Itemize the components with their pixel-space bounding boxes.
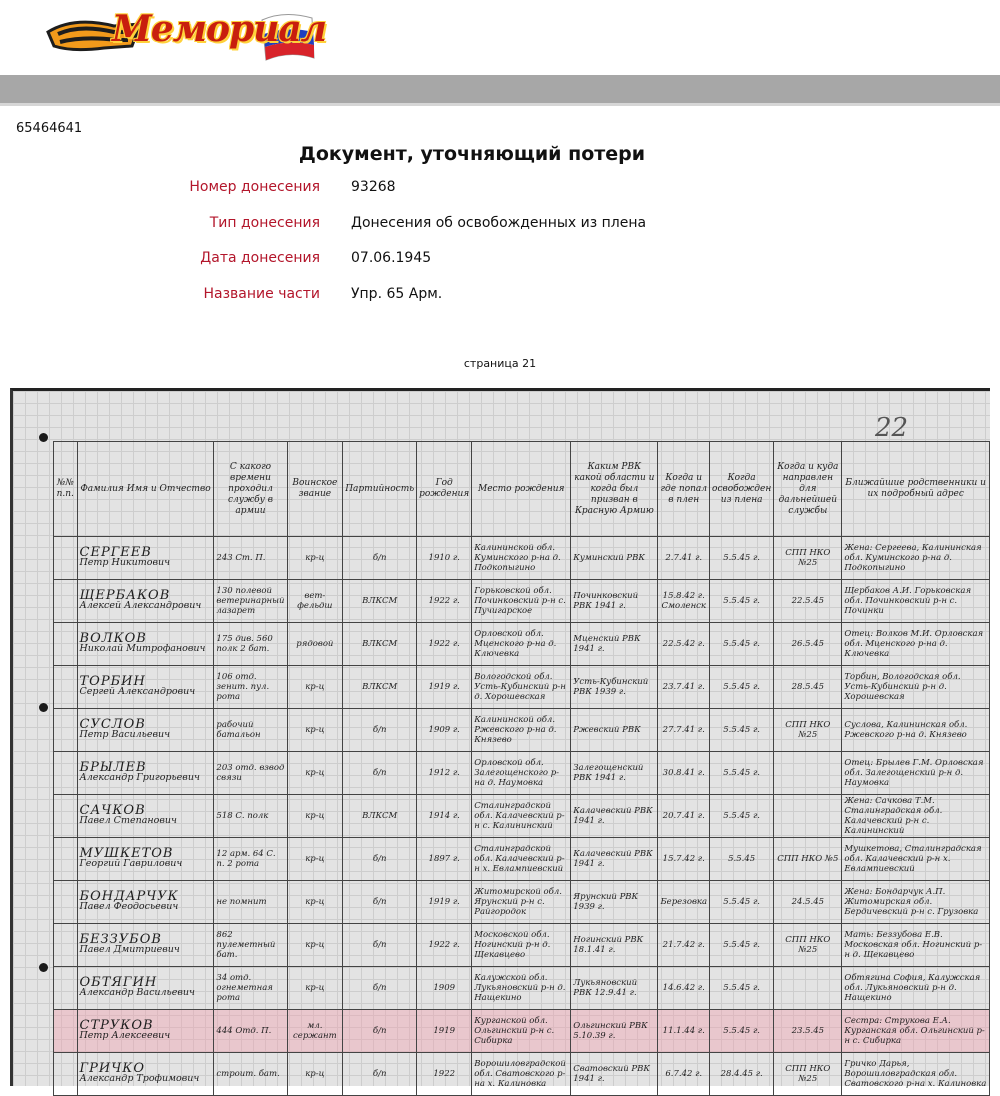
cell-capture-date: 23.7.41 г. bbox=[658, 666, 710, 709]
cell-party-membership: ВЛКСМ bbox=[343, 795, 417, 838]
table-row bbox=[54, 881, 990, 924]
col-header: Ближайшие родственники и их подробный адрес bbox=[842, 442, 990, 537]
cell-row-number bbox=[54, 838, 78, 881]
cell-row-number bbox=[54, 1053, 78, 1096]
cell-party-membership: б/п bbox=[343, 709, 417, 752]
cell-birthplace: Орловской обл. Залегощенского р-на д. Наумовка bbox=[472, 752, 571, 795]
cell-assignment bbox=[774, 795, 842, 838]
cell-full-name bbox=[77, 838, 214, 881]
cell-military-rank: кр-ц bbox=[287, 666, 343, 709]
given-name: Георгий Гаврилович bbox=[79, 858, 183, 869]
cell-row-number bbox=[54, 924, 78, 967]
surname: ЩЕРБАКОВ bbox=[79, 588, 171, 603]
cell-birthplace: Ворошиловградской обл. Сватовского р-на х. Калиновка bbox=[472, 1053, 571, 1096]
table-row bbox=[54, 709, 990, 752]
cell-military-rank: вет-фельдш bbox=[287, 580, 343, 623]
cell-release-date: 5.5.45 г. bbox=[710, 924, 774, 967]
cell-party-membership: ВЛКСМ bbox=[343, 580, 417, 623]
surname: ОБТЯГИН bbox=[79, 975, 158, 990]
cell-relatives: Отец: Волков М.И. Орловская обл. Мценского р-на д. Ключевка bbox=[842, 623, 990, 666]
cell-service-unit: 12 арм. 64 С. п. 2 рота bbox=[214, 838, 287, 881]
cell-full-name bbox=[77, 967, 214, 1010]
cell-military-rank: кр-ц bbox=[287, 752, 343, 795]
cell-party-membership: б/п bbox=[343, 881, 417, 924]
cell-party-membership: б/п bbox=[343, 967, 417, 1010]
cell-birthplace: Калининской обл. Ржевского р-на д. Князево bbox=[472, 709, 571, 752]
col-header: Каким РВК какой области и когда был призван в Красную Армию bbox=[571, 442, 658, 537]
cell-birth-year: 1912 г. bbox=[417, 752, 472, 795]
ledger-table bbox=[53, 441, 990, 1096]
cell-birthplace: Калининской обл. Куминского р-на д. Подкопыгино bbox=[472, 537, 571, 580]
cell-relatives: Мушкетова, Сталинградская обл. Калачевский р-н х. Евлампиевский bbox=[842, 838, 990, 881]
cell-release-date: 5.5.45 г. bbox=[710, 709, 774, 752]
cell-military-rank: кр-ц bbox=[287, 1053, 343, 1096]
cell-party-membership: ВЛКСМ bbox=[343, 623, 417, 666]
cell-birth-year: 1919 г. bbox=[417, 881, 472, 924]
col-header: №№ п.п. bbox=[54, 442, 78, 537]
cell-birth-year: 1922 г. bbox=[417, 580, 472, 623]
cell-birth-year: 1922 bbox=[417, 1053, 472, 1096]
cell-full-name bbox=[77, 537, 214, 580]
given-name: Алексей Александрович bbox=[79, 600, 202, 611]
cell-service-unit: 130 полевой ветеринарный лазарет bbox=[214, 580, 287, 623]
cell-row-number bbox=[54, 795, 78, 838]
cell-assignment: СПП НКО №25 bbox=[774, 537, 842, 580]
cell-capture-date: 20.7.41 г. bbox=[658, 795, 710, 838]
cell-service-unit: 862 пулеметный бат. bbox=[214, 924, 287, 967]
col-header: Когда и куда направлен для дальнейшей службы bbox=[774, 442, 842, 537]
cell-row-number bbox=[54, 580, 78, 623]
col-header: Когда освобожден из плена bbox=[710, 442, 774, 537]
given-name: Павел Феодосьевич bbox=[79, 901, 179, 912]
cell-draft-office: Мценский РВК 1941 г. bbox=[571, 623, 658, 666]
document-id: 65464641 bbox=[16, 121, 83, 136]
given-name: Петр Алексеевич bbox=[79, 1030, 171, 1041]
cell-assignment: 28.5.45 bbox=[774, 666, 842, 709]
page-title: Документ, уточняющий потери bbox=[298, 143, 646, 165]
punch-hole bbox=[39, 703, 48, 712]
document-scan-image[interactable] bbox=[10, 388, 990, 1089]
given-name: Павел Степанович bbox=[79, 815, 177, 826]
unit-name-value: Упр. 65 Арм. bbox=[351, 286, 443, 302]
cell-birthplace: Орловской обл. Мценского р-на д. Ключевка bbox=[472, 623, 571, 666]
cell-birth-year: 1914 г. bbox=[417, 795, 472, 838]
cell-capture-date: 15.7.42 г. bbox=[658, 838, 710, 881]
cell-relatives: Гричко Дарья, Ворошиловградская обл. Сватовского р-на х. Калиновка bbox=[842, 1053, 990, 1096]
cell-full-name bbox=[77, 752, 214, 795]
table-row bbox=[54, 537, 990, 580]
site-header bbox=[0, 0, 1000, 75]
table-row bbox=[54, 967, 990, 1010]
cell-full-name bbox=[77, 709, 214, 752]
cell-release-date: 5.5.45 г. bbox=[710, 623, 774, 666]
cell-full-name bbox=[77, 1010, 214, 1053]
surname: ВОЛКОВ bbox=[79, 631, 147, 646]
surname: МУШКЕТОВ bbox=[79, 846, 174, 861]
given-name: Петр Васильевич bbox=[79, 729, 171, 740]
report-type-label: Тип донесения bbox=[209, 215, 320, 231]
table-row bbox=[54, 795, 990, 838]
cell-service-unit: 106 отд. зенит. пул. рота bbox=[214, 666, 287, 709]
cell-assignment: СПП НКО №25 bbox=[774, 709, 842, 752]
nav-bar bbox=[0, 75, 1000, 103]
cell-assignment: 23.5.45 bbox=[774, 1010, 842, 1053]
cell-assignment: СПП НКО №25 bbox=[774, 1053, 842, 1096]
cell-military-rank: кр-ц bbox=[287, 924, 343, 967]
table-row bbox=[54, 1053, 990, 1096]
cell-release-date: 5.5.45 г. bbox=[710, 580, 774, 623]
cell-release-date: 5.5.45 г. bbox=[710, 752, 774, 795]
cell-row-number bbox=[54, 537, 78, 580]
cell-assignment: 22.5.45 bbox=[774, 580, 842, 623]
cell-military-rank: рядовой bbox=[287, 623, 343, 666]
cell-party-membership: б/п bbox=[343, 537, 417, 580]
given-name: Николай Митрофанович bbox=[79, 643, 206, 654]
cell-party-membership: б/п bbox=[343, 1053, 417, 1096]
cell-birthplace: Калужской обл. Лукьяновский р-н д. Нащекино bbox=[472, 967, 571, 1010]
report-number-label: Номер донесения bbox=[189, 179, 320, 195]
given-name: Петр Никитович bbox=[79, 557, 171, 568]
cell-relatives: Мать: Беззубова Е.В. Московская обл. Ногинский р-н д. Щекавцево bbox=[842, 924, 990, 967]
col-header: Фамилия Имя и Отчество bbox=[77, 442, 214, 537]
cell-draft-office: Починковский РВК 1941 г. bbox=[571, 580, 658, 623]
cell-relatives: Сестра: Струкова Е.А. Курганская обл. Ольгинский р-н с. Сибирка bbox=[842, 1010, 990, 1053]
surname: САЧКОВ bbox=[79, 803, 146, 818]
logo-text: Мемориал bbox=[112, 8, 327, 50]
surname: ГРИЧКО bbox=[79, 1061, 145, 1076]
cell-full-name bbox=[77, 881, 214, 924]
cell-full-name bbox=[77, 623, 214, 666]
cell-birthplace: Горьковской обл. Починковский р-н с. Пучигарское bbox=[472, 580, 571, 623]
cell-party-membership: б/п bbox=[343, 752, 417, 795]
cell-service-unit: 203 отд. взвод связи bbox=[214, 752, 287, 795]
cell-relatives: Обтягина София, Калужская обл. Лукьяновский р-н д. Нащекино bbox=[842, 967, 990, 1010]
cell-service-unit: не помнит bbox=[214, 881, 287, 924]
report-date-value: 07.06.1945 bbox=[351, 250, 432, 266]
cell-birthplace: Сталинградской обл. Калачевский р-н х. Евлампиевский bbox=[472, 838, 571, 881]
cell-birth-year: 1919 bbox=[417, 1010, 472, 1053]
given-name: Павел Дмитриевич bbox=[79, 944, 180, 955]
surname: СЕРГЕЕВ bbox=[79, 545, 152, 560]
cell-service-unit: 243 Ст. П. bbox=[214, 537, 287, 580]
cell-military-rank: кр-ц bbox=[287, 881, 343, 924]
cell-capture-date: 27.7.41 г. bbox=[658, 709, 710, 752]
cell-service-unit: 444 Отд. П. bbox=[214, 1010, 287, 1053]
cell-release-date: 5.5.45 г. bbox=[710, 881, 774, 924]
cell-capture-date: 15.8.42 г. Смоленск bbox=[658, 580, 710, 623]
col-header: Когда и где попал в плен bbox=[658, 442, 710, 537]
col-header: Место рождения bbox=[472, 442, 571, 537]
ledger-header-row bbox=[54, 442, 990, 537]
table-row bbox=[54, 838, 990, 881]
cell-assignment: 24.5.45 bbox=[774, 881, 842, 924]
cell-military-rank: мл. сержант bbox=[287, 1010, 343, 1053]
given-name: Александр Григорьевич bbox=[79, 772, 200, 783]
col-header: Год рождения bbox=[417, 442, 472, 537]
cell-row-number bbox=[54, 881, 78, 924]
cell-relatives: Жена: Бондарчук А.П. Житомирская обл. Бердичевский р-н с. Грузовка bbox=[842, 881, 990, 924]
report-type-value: Донесения об освобожденных из плена bbox=[351, 215, 647, 231]
cell-relatives: Жена: Сергеева, Калининская обл. Куминского р-на д. Подкопыгино bbox=[842, 537, 990, 580]
cell-assignment: СПП НКО №5 bbox=[774, 838, 842, 881]
table-row bbox=[54, 666, 990, 709]
cell-assignment: СПП НКО №25 bbox=[774, 924, 842, 967]
cell-capture-date: 22.5.42 г. bbox=[658, 623, 710, 666]
cell-relatives: Торбин, Вологодская обл. Усть-Кубинский р-н д. Хорошевская bbox=[842, 666, 990, 709]
cell-birthplace: Сталинградской обл. Калачевский р-н с. Калининский bbox=[472, 795, 571, 838]
cell-birthplace: Вологодской обл. Усть-Кубинский р-н д. Хорошевская bbox=[472, 666, 571, 709]
cell-birth-year: 1910 г. bbox=[417, 537, 472, 580]
cell-service-unit: 175 див. 560 полк 2 бат. bbox=[214, 623, 287, 666]
cell-full-name bbox=[77, 924, 214, 967]
cell-military-rank: кр-ц bbox=[287, 795, 343, 838]
cell-draft-office: Сватовский РВК 1941 г. bbox=[571, 1053, 658, 1096]
report-number-value: 93268 bbox=[351, 179, 396, 195]
surname: БОНДАРЧУК bbox=[79, 889, 179, 904]
cell-birth-year: 1922 г. bbox=[417, 623, 472, 666]
cell-row-number bbox=[54, 1010, 78, 1053]
cell-capture-date: 2.7.41 г. bbox=[658, 537, 710, 580]
cell-release-date: 5.5.45 bbox=[710, 838, 774, 881]
table-row bbox=[54, 752, 990, 795]
cell-release-date: 5.5.45 г. bbox=[710, 795, 774, 838]
cell-draft-office: Калачевский РВК 1941 г. bbox=[571, 838, 658, 881]
table-row bbox=[54, 623, 990, 666]
cell-full-name bbox=[77, 666, 214, 709]
col-header: Воинское звание bbox=[287, 442, 343, 537]
cell-relatives: Жена: Сачкова Т.М. Сталинградская обл. Калачевский р-н с. Калининский bbox=[842, 795, 990, 838]
cell-relatives: Щербаков А.И. Горьковская обл. Починковский р-н с. Починки bbox=[842, 580, 990, 623]
cell-draft-office: Лукьяновский РВК 12.9.41 г. bbox=[571, 967, 658, 1010]
cell-draft-office: Залегощенский РВК 1941 г. bbox=[571, 752, 658, 795]
cell-draft-office: Ярунский РВК 1939 г. bbox=[571, 881, 658, 924]
table-row bbox=[54, 1010, 990, 1053]
cell-draft-office: Ногинский РВК 18.1.41 г. bbox=[571, 924, 658, 967]
cell-draft-office: Ржевский РВК bbox=[571, 709, 658, 752]
given-name: Александр Трофимович bbox=[79, 1073, 200, 1084]
given-name: Сергей Александрович bbox=[79, 686, 196, 697]
cell-full-name bbox=[77, 795, 214, 838]
cell-release-date: 5.5.45 г. bbox=[710, 666, 774, 709]
cell-service-unit: 518 С. полк bbox=[214, 795, 287, 838]
table-row bbox=[54, 580, 990, 623]
cell-party-membership: б/п bbox=[343, 924, 417, 967]
cell-birth-year: 1909 г. bbox=[417, 709, 472, 752]
table-row bbox=[54, 924, 990, 967]
cell-capture-date: 21.7.42 г. bbox=[658, 924, 710, 967]
cell-release-date: 5.5.45 г. bbox=[710, 537, 774, 580]
surname: БЕЗЗУБОВ bbox=[79, 932, 162, 947]
punch-hole bbox=[39, 433, 48, 442]
cell-capture-date: 11.1.44 г. bbox=[658, 1010, 710, 1053]
nav-bar-divider bbox=[0, 103, 1000, 106]
cell-birthplace: Московской обл. Ногинский р-н д. Щекавцево bbox=[472, 924, 571, 967]
cell-birth-year: 1897 г. bbox=[417, 838, 472, 881]
handwritten-page-number: 22 bbox=[875, 413, 909, 443]
cell-draft-office: Усть-Кубинский РВК 1939 г. bbox=[571, 666, 658, 709]
punch-hole bbox=[39, 963, 48, 972]
cell-party-membership: б/п bbox=[343, 1010, 417, 1053]
cell-birth-year: 1919 г. bbox=[417, 666, 472, 709]
cell-row-number bbox=[54, 752, 78, 795]
col-header: С какого времени проходил службу в армии bbox=[214, 442, 287, 537]
cell-military-rank: кр-ц bbox=[287, 838, 343, 881]
cell-service-unit: строит. бат. bbox=[214, 1053, 287, 1096]
cell-birthplace: Житомирской обл. Ярунский р-н с. Райгородок bbox=[472, 881, 571, 924]
surname: ТОРБИН bbox=[79, 674, 146, 689]
cell-capture-date: Березовка bbox=[658, 881, 710, 924]
cell-assignment: 26.5.45 bbox=[774, 623, 842, 666]
cell-assignment bbox=[774, 752, 842, 795]
cell-full-name bbox=[77, 580, 214, 623]
cell-birthplace: Курганской обл. Ольгинский р-н с. Сибирка bbox=[472, 1010, 571, 1053]
col-header: Партийность bbox=[343, 442, 417, 537]
cell-capture-date: 14.6.42 г. bbox=[658, 967, 710, 1010]
cell-capture-date: 6.7.42 г. bbox=[658, 1053, 710, 1096]
cell-row-number bbox=[54, 666, 78, 709]
cell-release-date: 28.4.45 г. bbox=[710, 1053, 774, 1096]
cell-service-unit: рабочий батальон bbox=[214, 709, 287, 752]
cell-release-date: 5.5.45 г. bbox=[710, 1010, 774, 1053]
cell-draft-office: Куминский РВК bbox=[571, 537, 658, 580]
cell-party-membership: б/п bbox=[343, 838, 417, 881]
cell-service-unit: 34 отд. огнеметная рота bbox=[214, 967, 287, 1010]
cell-birth-year: 1922 г. bbox=[417, 924, 472, 967]
cell-row-number bbox=[54, 623, 78, 666]
cell-full-name bbox=[77, 1053, 214, 1096]
cell-draft-office: Калачевский РВК 1941 г. bbox=[571, 795, 658, 838]
cell-draft-office: Ольгинский РВК 5.10.39 г. bbox=[571, 1010, 658, 1053]
given-name: Александр Васильевич bbox=[79, 987, 195, 998]
cell-military-rank: кр-ц bbox=[287, 537, 343, 580]
surname: СУСЛОВ bbox=[79, 717, 146, 732]
cell-birth-year: 1909 bbox=[417, 967, 472, 1010]
cell-military-rank: кр-ц bbox=[287, 709, 343, 752]
cell-relatives: Отец: Брылев Г.М. Орловская обл. Залегощенский р-н д. Наумовка bbox=[842, 752, 990, 795]
cell-military-rank: кр-ц bbox=[287, 967, 343, 1010]
cell-row-number bbox=[54, 709, 78, 752]
unit-name-label: Название части bbox=[203, 286, 320, 302]
cell-row-number bbox=[54, 967, 78, 1010]
page-number: страница 21 bbox=[463, 357, 537, 370]
cell-release-date: 5.5.45 г. bbox=[710, 967, 774, 1010]
report-date-label: Дата донесения bbox=[200, 250, 320, 266]
cell-party-membership: ВЛКСМ bbox=[343, 666, 417, 709]
surname: БРЫЛЕВ bbox=[79, 760, 147, 775]
cell-assignment bbox=[774, 967, 842, 1010]
surname: СТРУКОВ bbox=[79, 1018, 154, 1033]
cell-relatives: Суслова, Калининская обл. Ржевского р-на д. Князево bbox=[842, 709, 990, 752]
cell-capture-date: 30.8.41 г. bbox=[658, 752, 710, 795]
